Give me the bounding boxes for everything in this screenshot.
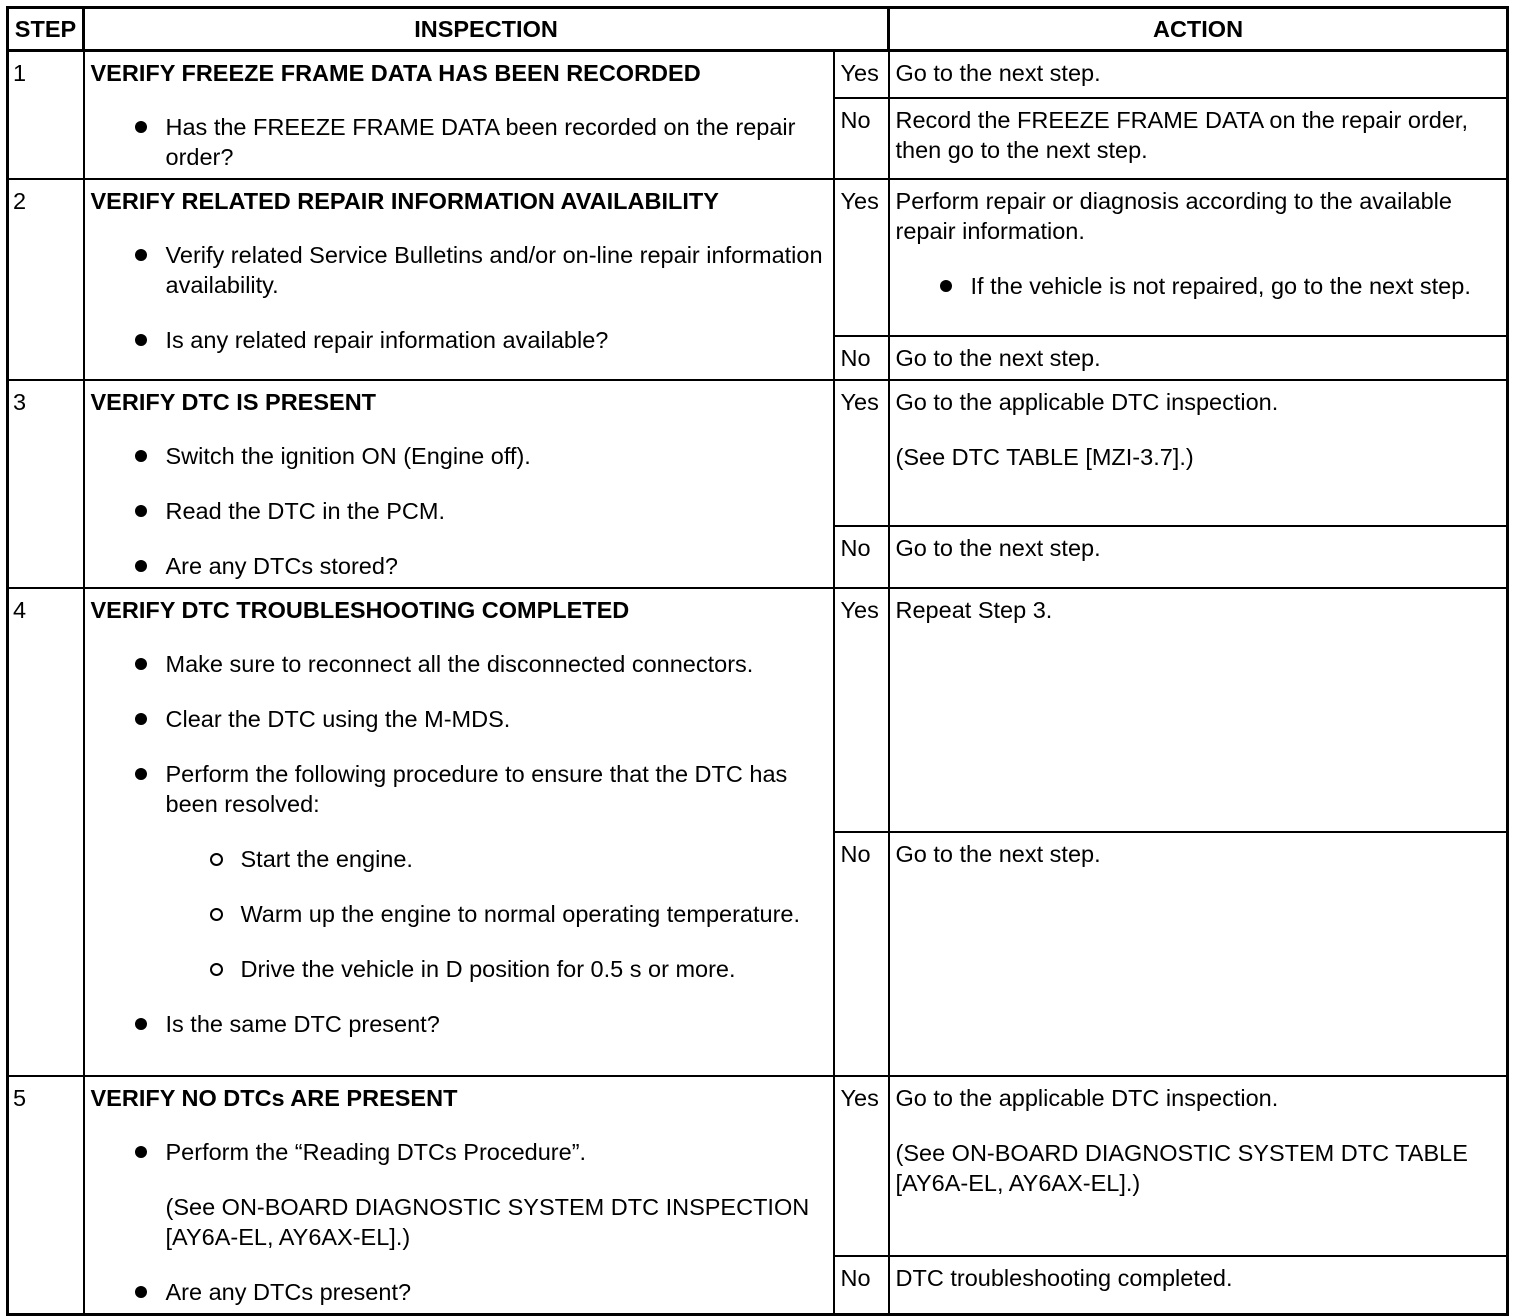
table-row <box>8 179 1508 336</box>
bullet-icon <box>135 768 147 780</box>
bullet-icon <box>135 1018 147 1030</box>
list-item: Has the FREEZE FRAME DATA been recorded on the repair order? <box>91 112 827 172</box>
bullet-icon <box>940 280 952 292</box>
bullet-icon <box>135 1286 147 1298</box>
bullet-reference-note: (See ON-BOARD DIAGNOSTIC SYSTEM DTC INSPECTION [AY6A-EL, AY6AX-EL].) <box>165 1194 810 1250</box>
yes-label: Yes <box>834 380 889 526</box>
bullet-icon <box>135 560 147 572</box>
header-row <box>8 8 1508 51</box>
yes-action: Go to the applicable DTC inspection. <box>895 1085 1279 1111</box>
diagnostic-procedure-table <box>6 6 1509 1316</box>
yes-action-cell <box>889 1076 1508 1256</box>
bullet-icon <box>135 121 147 133</box>
bullet-icon <box>135 450 147 462</box>
list-item: If the vehicle is not repaired, go to the next step. <box>896 271 1501 301</box>
list-item: Clear the DTC using the M-MDS. <box>91 704 827 734</box>
sub-list-item: Drive the vehicle in D position for 0.5 s or more. <box>91 954 827 984</box>
step-number: 5 <box>8 1076 84 1315</box>
yes-action-cell <box>889 380 1508 526</box>
no-label: No <box>834 1256 889 1315</box>
header-action: ACTION <box>889 8 1508 51</box>
sub-list-item: Warm up the engine to normal operating temperature. <box>91 899 827 929</box>
no-label: No <box>834 832 889 1076</box>
no-label: No <box>834 526 889 588</box>
list-item: Verify related Service Bulletins and/or on-line repair information availability. <box>91 240 827 300</box>
sub-list-item: Start the engine. <box>91 844 827 874</box>
list-item: Is the same DTC present? <box>91 1009 827 1039</box>
inspection-cell <box>84 588 834 1076</box>
yes-action: Go to the applicable DTC inspection. <box>895 389 1279 415</box>
yes-action: Perform repair or diagnosis according to the available repair information. <box>895 188 1452 244</box>
bullet-icon <box>135 1146 147 1158</box>
no-action: DTC troubleshooting completed. <box>889 1256 1508 1315</box>
inspection-title: VERIFY RELATED REPAIR INFORMATION AVAILABILITY <box>90 188 719 214</box>
list-item: Read the DTC in the PCM. <box>91 496 827 526</box>
yes-label: Yes <box>834 1076 889 1256</box>
table-row <box>8 380 1508 526</box>
list-item: Make sure to reconnect all the disconnected connectors. <box>91 649 827 679</box>
yes-reference: (See DTC TABLE [MZI-3.7].) <box>895 444 1194 470</box>
yes-label: Yes <box>834 179 889 336</box>
table-row <box>8 588 1508 832</box>
no-action: Record the FREEZE FRAME DATA on the repair order, then go to the next step. <box>889 98 1508 179</box>
circle-bullet-icon <box>210 963 223 976</box>
inspection-cell <box>84 380 834 588</box>
step-number: 2 <box>8 179 84 380</box>
step-number: 1 <box>8 51 84 180</box>
bullet-icon <box>135 249 147 261</box>
list-item: Is any related repair information available? <box>91 325 827 355</box>
yes-action: Repeat Step 3. <box>889 588 1508 832</box>
table-row <box>8 1076 1508 1256</box>
yes-action-cell <box>889 179 1508 336</box>
list-item: Perform the following procedure to ensure that the DTC has been resolved: Start the engine. Warm up the engine to normal operating temperature. Drive the vehicle in D position for 0.5 s or more. <box>91 759 827 984</box>
yes-label: Yes <box>834 588 889 832</box>
no-label: No <box>834 336 889 380</box>
step-number: 4 <box>8 588 84 1076</box>
header-inspection: INSPECTION <box>84 8 889 51</box>
inspection-title: VERIFY NO DTCs ARE PRESENT <box>90 1085 458 1111</box>
bullet-icon <box>135 334 147 346</box>
inspection-title: VERIFY FREEZE FRAME DATA HAS BEEN RECORDED <box>90 60 701 86</box>
bullet-icon <box>135 505 147 517</box>
no-action: Go to the next step. <box>889 526 1508 588</box>
step-number: 3 <box>8 380 84 588</box>
header-step: STEP <box>8 8 84 51</box>
inspection-cell <box>84 51 834 180</box>
yes-action: Go to the next step. <box>889 51 1508 99</box>
inspection-cell <box>84 179 834 380</box>
inspection-title: VERIFY DTC TROUBLESHOOTING COMPLETED <box>90 597 630 623</box>
yes-label: Yes <box>834 51 889 99</box>
list-item: Are any DTCs present? <box>91 1277 827 1307</box>
no-action: Go to the next step. <box>889 832 1508 1076</box>
circle-bullet-icon <box>210 853 223 866</box>
list-item: Perform the “Reading DTCs Procedure”. (See ON-BOARD DIAGNOSTIC SYSTEM DTC INSPECTION [AY6A-EL, AY6AX-EL].) <box>91 1137 827 1252</box>
yes-reference: (See ON-BOARD DIAGNOSTIC SYSTEM DTC TABLE [AY6A-EL, AY6AX-EL].) <box>895 1140 1468 1196</box>
list-item: Are any DTCs stored? <box>91 551 827 581</box>
no-label: No <box>834 98 889 179</box>
circle-bullet-icon <box>210 908 223 921</box>
no-action: Go to the next step. <box>889 336 1508 380</box>
bullet-icon <box>135 713 147 725</box>
list-item: Switch the ignition ON (Engine off). <box>91 441 827 471</box>
table-row <box>8 51 1508 99</box>
inspection-cell <box>84 1076 834 1315</box>
bullet-icon <box>135 658 147 670</box>
inspection-title: VERIFY DTC IS PRESENT <box>90 389 377 415</box>
